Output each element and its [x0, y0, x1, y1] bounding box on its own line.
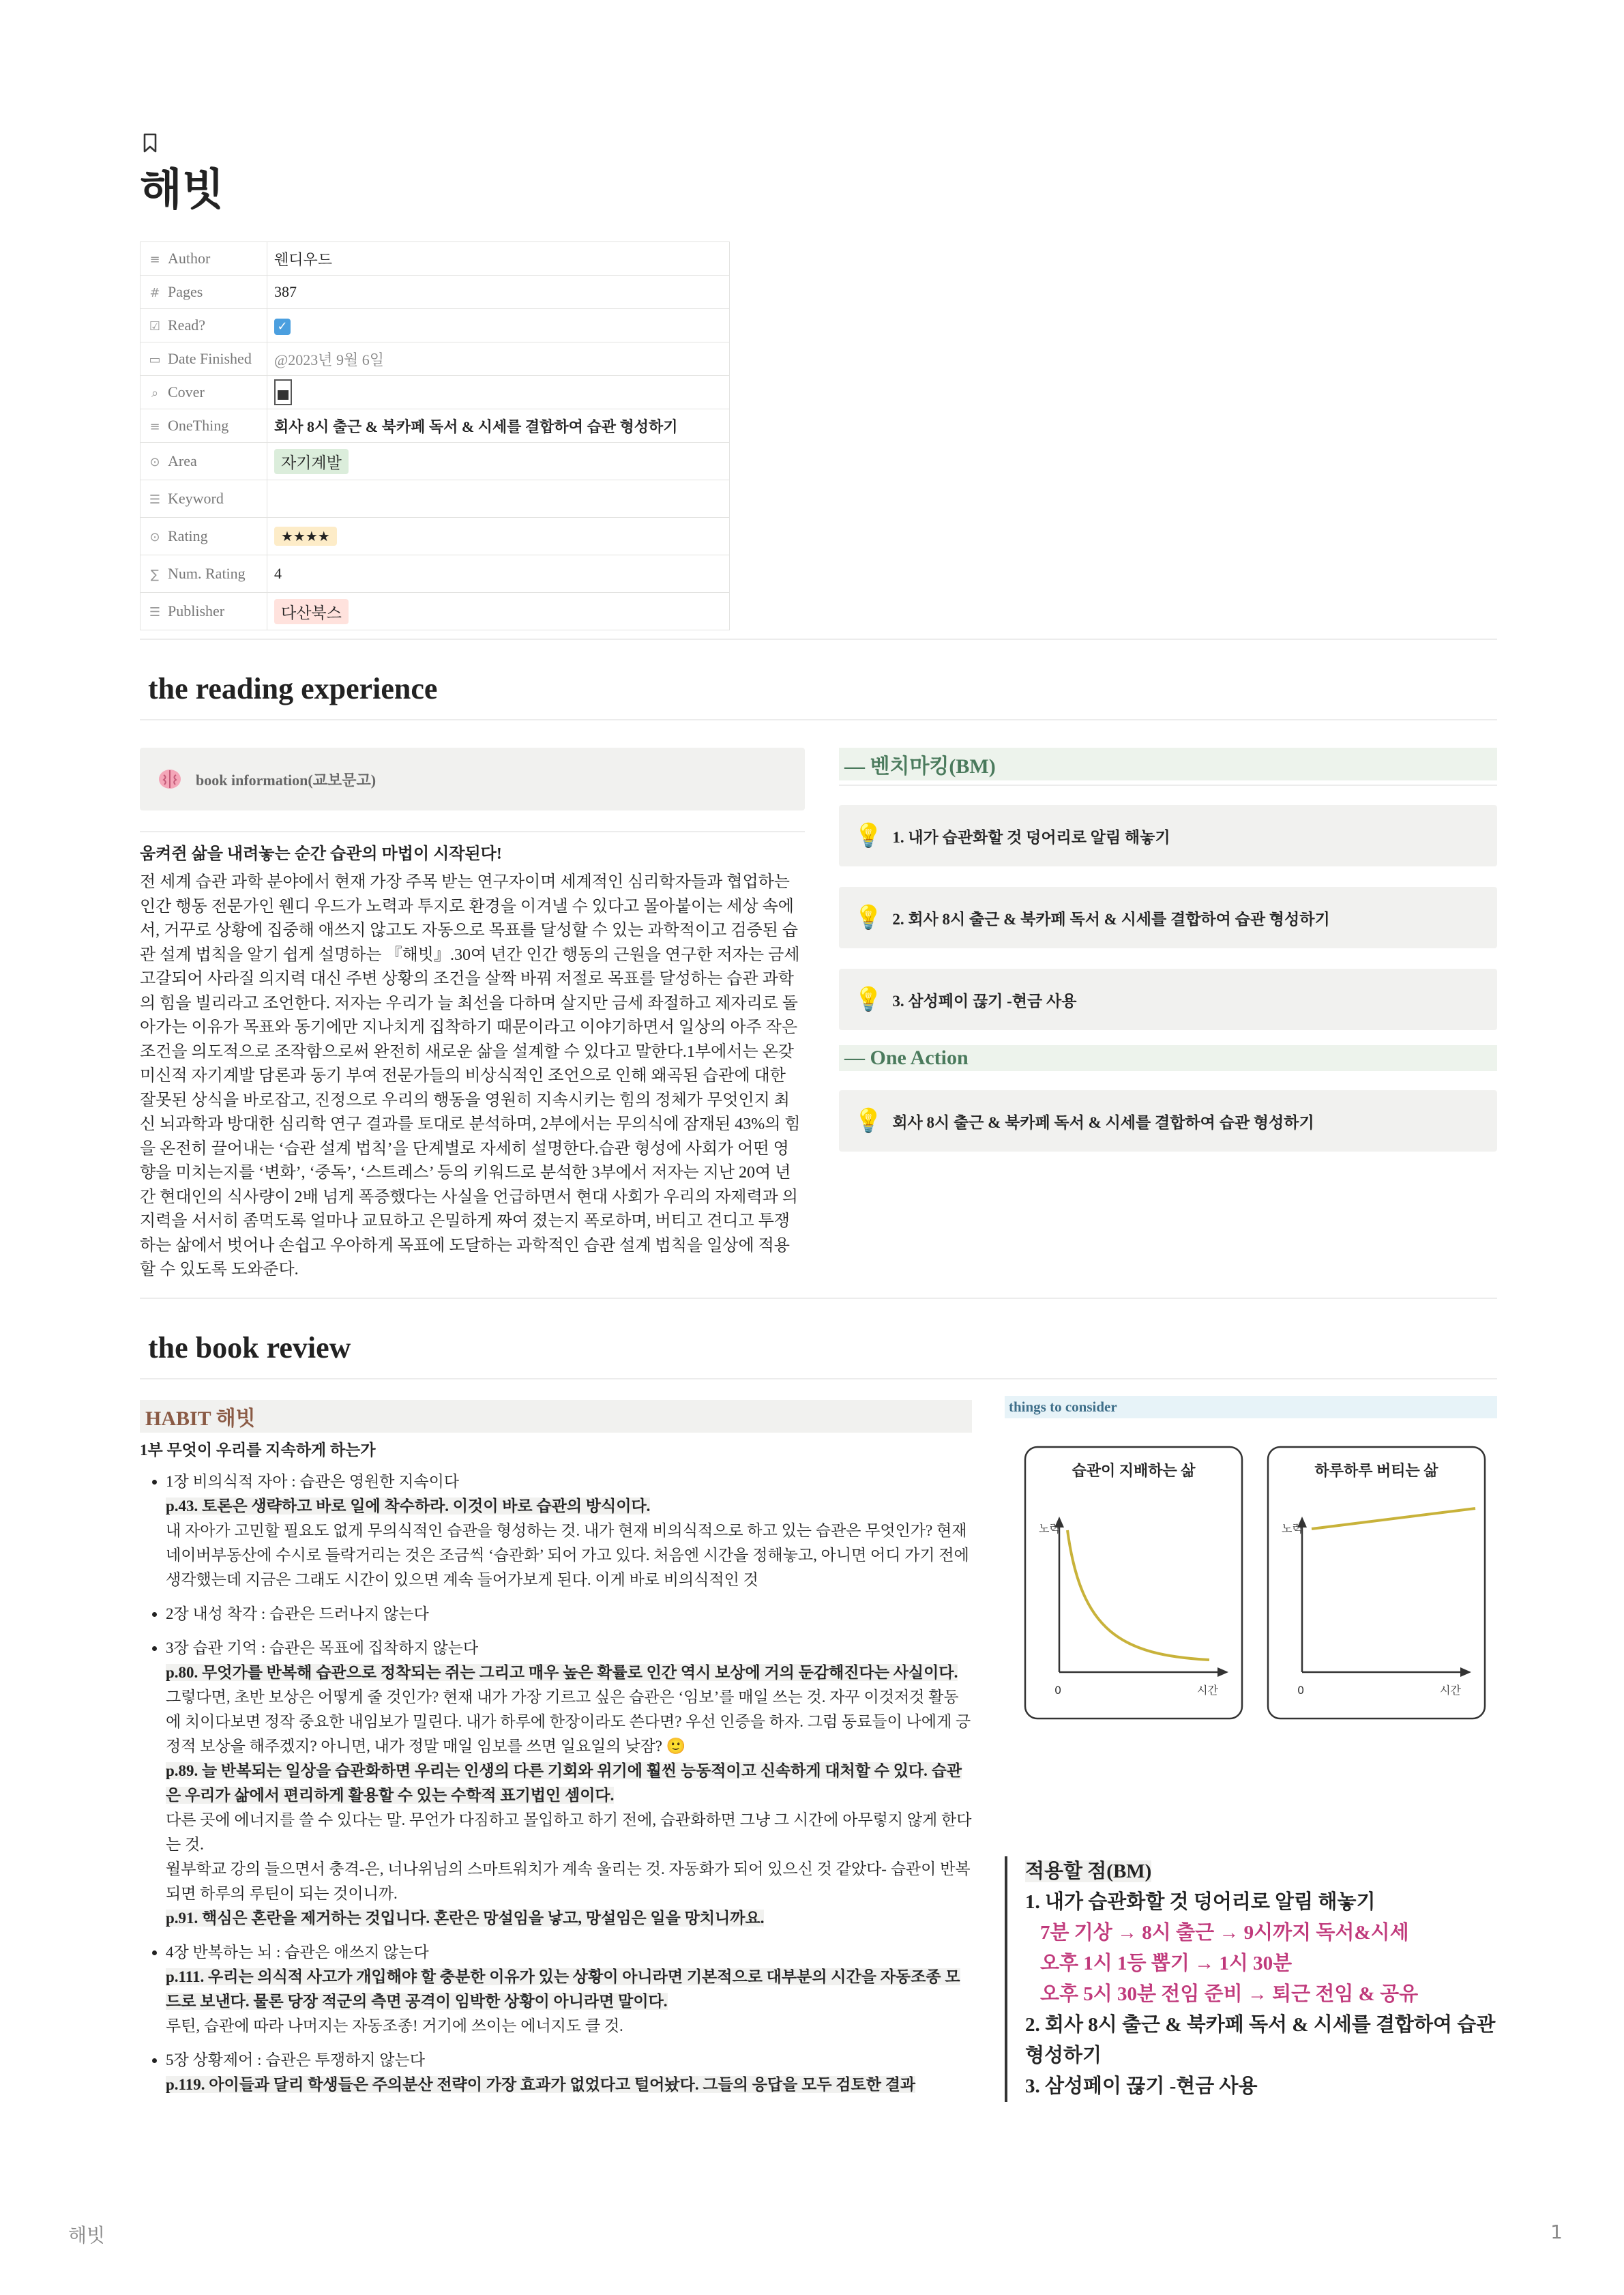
property-read[interactable]: ☑ Read? ✓	[141, 309, 730, 342]
property-cover[interactable]: ⌕ Cover	[141, 376, 730, 409]
text-lines-icon: ≡	[149, 420, 160, 435]
review-left-column	[140, 1393, 972, 2107]
bookmark-icon	[143, 133, 158, 154]
publisher-tag[interactable]: 다산북스	[274, 599, 349, 624]
benchmark-callout-2[interactable]	[839, 887, 1497, 948]
intro-line: 의 힘을 빌리라고 조언한다. 저자는 우리가 늘 최선을 다하며 살지만 금세 좌절하고 제자리로 돌	[140, 994, 798, 1012]
benchmark-text: 2. 회사 8시 출근 & 북카페 독서 & 시세를 결합하여 습관 형성하기	[892, 910, 1330, 928]
intro-line: 전 세계 습관 과학 분야에서 현재 가장 주목 받는 연구자이며 세계적인 심리학자들과 협업하는	[140, 873, 790, 892]
apply-pink-2: 오후 1시 1등 뽑기 → 1시 30분	[1040, 1952, 1293, 1974]
book-cover-thumbnail[interactable]	[274, 379, 292, 405]
chapter-item	[166, 1470, 972, 1592]
keyword-value[interactable]	[267, 480, 730, 518]
lightbulb-icon: 💡	[854, 822, 883, 850]
intro-line: 관 설계 법칙을 알기 쉽게 설명하는 『해빗』.30여 년간 인간 행동의 근원을 연구한 저자는 금세	[140, 946, 800, 964]
intro-line: 향을 미치는지를 ‘변화’, ‘중독’, ‘스트레스’ 등의 키워드로 분석한 3부에서 저자는 지난 20여 년	[140, 1164, 791, 1182]
brain-icon	[156, 765, 183, 793]
quote-line	[166, 2073, 972, 2097]
pages-value[interactable]: 387	[267, 276, 730, 309]
intro-line: 인간 행동 전문가인 웬디 우드가 노력과 투지로 환경을 이겨낼 수 있다고 몰아붙이는 세상 속에	[140, 897, 794, 916]
section-heading-review: the book review	[148, 1330, 351, 1364]
highlighted-quote: p.43. 토론은 생략하고 바로 일에 착수하라. 이것이 바로 습관의 방식이다.	[166, 1497, 651, 1515]
divider	[140, 639, 1497, 640]
benchmark-callout-1[interactable]	[839, 805, 1497, 866]
chapter-title: • 2장 내성 착각 : 습관은 드러나지 않는다	[166, 1605, 429, 1622]
text-lines-icon: ≡	[149, 252, 160, 267]
divider	[140, 719, 1497, 720]
lightbulb-icon: 💡	[854, 904, 883, 932]
one-action-heading: — One Action	[839, 1045, 1497, 1071]
property-publisher[interactable]: ☰ Publisher 다산북스	[141, 593, 730, 630]
benchmark-text: 1. 내가 습관화할 것 덩어리로 알림 해놓기	[892, 828, 1170, 846]
chapter-title: • 3장 습관 기억 : 습관은 목표에 집착하지 않는다	[166, 1639, 479, 1656]
chapter-item	[166, 1636, 972, 1931]
benchmark-text: 3. 삼성페이 끊기 -현금 사용	[892, 992, 1077, 1010]
intro-line: 잘못된 상식을 바로잡고, 진정으로 우리의 행동을 영원히 지속시키는 힘의 정체가 무엇인지 최	[140, 1091, 790, 1109]
things-to-consider-label: things to consider	[1005, 1396, 1497, 1418]
page-title: 해빗	[140, 166, 224, 214]
hash-icon: #	[149, 286, 160, 301]
right-chart-frame	[1268, 1447, 1485, 1719]
highlighted-quote: p.89. 늘 반복되는 일상을 습관화하면 우리는 인생의 다른 기회와 위기에 훨씬 능동적이고 신속하게 대처할 수 있다. 습관은 우리가 삶에서 편리하게 활용할 수 있는 수학적 표기법인 셈이다.	[166, 1762, 962, 1804]
left-x-label: 시간	[1197, 1683, 1218, 1697]
highlighted-quote: p.119. 아이들과 달리 학생들은 주의분산 전략이 가장 효과가 없었다고 털어놨다. 그들의 응답을 모두 검토한 결과	[166, 2075, 916, 2093]
right-chart-title: 하루하루 버티는 삶	[1314, 1461, 1438, 1479]
property-onething[interactable]: ≡ OneThing 회사 8시 출근 & 북카페 독서 & 시세를 결합하여 습관 형성하기	[141, 409, 730, 443]
paperclip-icon: ⌕	[151, 386, 159, 401]
list-icon: ☰	[149, 493, 161, 508]
highlighted-quote: p.111. 우리는 의식적 사고가 개입해야 할 충분한 이유가 있는 상황이 아니라면 기본적으로 대부분의 시간을 자동조종 모드로 보낸다. 물론 당장 적군의 측면 공격이 임박한 상황이 아니라면 말이다.	[166, 1968, 960, 2010]
property-num-rating[interactable]: ∑ Num. Rating 4	[141, 555, 730, 593]
intro-line: 지력을 서서히 좀먹도록 얼마나 교묘하고 은밀하게 짜여 졌는지 폭로하며, 버티고 견디고 투쟁	[140, 1212, 790, 1231]
chapter-item	[166, 1940, 972, 2038]
left-chart-title: 습관이 지배하는 삶	[1072, 1461, 1196, 1479]
apply-item-2: 2. 회사 8시 출근 & 북카페 독서 & 시세를 결합하여 습관 형성하기	[1025, 2013, 1496, 2066]
quote-line	[166, 1906, 972, 1931]
property-date-finished[interactable]: ▭ Date Finished @2023년 9월 6일	[141, 342, 730, 376]
apply-item-1: 1. 내가 습관화할 것 덩어리로 알림 해놓기	[1025, 1890, 1376, 1913]
apply-title: 적용할 점(BM)	[1025, 1860, 1152, 1882]
select-icon: ⊙	[149, 530, 160, 545]
habit-heading: HABIT 해빗	[140, 1400, 972, 1433]
note-text: 다른 곳에 에너지를 쓸 수 있다는 말. 무언가 다짐하고 몰입하고 하기 전에, 습관화하면 그냥 그 시간에 아무렇지 않게 한다는 것.	[166, 1811, 972, 1853]
chapter-title: • 5장 상황제어 : 습관은 투쟁하지 않는다	[166, 2051, 425, 2069]
read-checkbox[interactable]: ✓	[274, 319, 291, 335]
author-value[interactable]: 웬디우드	[267, 242, 730, 276]
intro-line: 미신적 자기계발 담론과 동기 부여 전문가들의 비상식적인 조언으로 인해 왜곡된 습관에 대한	[140, 1067, 786, 1085]
calendar-icon: ▭	[149, 353, 161, 368]
num-rating-value[interactable]: 4	[267, 555, 730, 593]
divider	[140, 1378, 1497, 1379]
chapter-list	[140, 1470, 972, 2097]
checkbox-icon: ☑	[149, 319, 161, 334]
intro-line: 아가는 이유가 목표와 동기에만 지나치게 집착하기 때문이라고 이야기하면서 일상의 아주 작은	[140, 1019, 798, 1037]
intro-line: 간 현대인의 식사량이 2배 넘게 폭증했다는 사실을 언급하면서 현대 사회가 우리의 자제력과 의	[140, 1188, 798, 1206]
benchmark-callout-3[interactable]	[839, 969, 1497, 1030]
quote-line	[166, 1965, 972, 2014]
chapter-item	[166, 2048, 972, 2097]
lightbulb-icon: 💡	[854, 986, 883, 1014]
left-origin-label: 0	[1054, 1683, 1062, 1697]
divider	[140, 1298, 1497, 1299]
book-info-callout[interactable]	[140, 748, 805, 810]
note-text: 그렇다면, 초반 보상은 어떻게 줄 것인가? 현재 내가 가장 기르고 싶은 습관은 ‘임보’를 매일 쓰는 것. 자꾸 이것저것 활동에 치이다보면 정작 중요한 내임보가 밀린다. 내가 하루에 한장이라도 쓴다면? 우선 인증을 하자. 그럼 동료들이 나에게 긍정적 보상을 해주겠지? 아니면, 내가 정말 매일 임보를 쓰면 일요일의 낮잠? 🙂	[166, 1688, 971, 1755]
page	[140, 133, 1497, 2107]
right-origin-label: 0	[1297, 1683, 1305, 1697]
one-action-callout[interactable]	[839, 1090, 1497, 1152]
intro-line: 고갈되어 사라질 의지력 대신 주변 상황의 조건을 살짝 바꿔 저절로 목표를 달성하는 습관 과학	[140, 970, 794, 989]
quote-line	[166, 1494, 972, 1519]
intro-heading: 움켜쥔 삶을 내려놓는 순간 습관의 마법이 시작된다!	[140, 845, 502, 864]
property-author[interactable]: ≡ Author 웬디우드	[141, 242, 730, 276]
property-pages[interactable]: # Pages 387	[141, 276, 730, 309]
highlighted-quote: p.91. 핵심은 혼란을 제거하는 것입니다. 혼란은 망설임을 낳고, 망설임은 일을 망치니까요.	[166, 1909, 765, 1927]
intro-line: 신 뇌과학과 방대한 심리학 연구 결과를 토대로 분석하며, 2부에서는 무의식에 잠재된 43%의 힘	[140, 1115, 801, 1134]
intro-line: 할 수 있도록 도와준다.	[140, 1261, 299, 1279]
section-heading-reading: the reading experience	[148, 672, 438, 706]
lightbulb-icon: 💡	[854, 1107, 883, 1135]
property-keyword[interactable]: ☰ Keyword	[141, 480, 730, 518]
footer-title: 해빗	[68, 2224, 106, 2247]
reading-right-column	[839, 748, 1497, 1283]
quote-line	[166, 1759, 972, 1808]
property-rating[interactable]: ⊙ Rating ★★★★	[141, 518, 730, 555]
chapter-title: • 1장 비의식적 자아 : 습관은 영원한 지속이다	[166, 1472, 460, 1490]
left-chart-frame	[1025, 1447, 1242, 1719]
effort-time-illustration	[1005, 1440, 1497, 1740]
note-text: 루틴, 습관에 따라 나머지는 자동조종! 거기에 쓰이는 에너지도 클 것.	[166, 2017, 623, 2034]
apply-item-3: 3. 삼성페이 끊기 -현금 사용	[1025, 2075, 1258, 2097]
intro-line: 조건을 의도적으로 조작함으로써 완전히 새로운 삶을 설계할 수 있다고 말한다.1부에서는 온갖	[140, 1042, 794, 1061]
onething-value[interactable]: 회사 8시 출근 & 북카페 독서 & 시세를 결합하여 습관 형성하기	[267, 409, 730, 443]
reading-left-column	[140, 748, 805, 1283]
divider	[140, 831, 805, 832]
left-y-label: 노력	[1039, 1521, 1060, 1535]
chapter-item	[166, 1602, 972, 1626]
highlighted-quote: p.80. 무엇가를 반복해 습관으로 정착되는 쥐는 그리고 매우 높은 확률로 인간 역시 보상에 거의 둔감해진다는 사실이다.	[166, 1663, 958, 1681]
sigma-icon: ∑	[150, 568, 160, 583]
one-action-text: 회사 8시 출근 & 북카페 독서 & 시세를 결합하여 습관 형성하기	[892, 1113, 1314, 1131]
area-tag[interactable]: 자기계발	[274, 449, 349, 474]
apply-pink-3: 오후 5시 30분 전임 준비 → 퇴근 전임 & 공유	[1040, 1983, 1419, 2005]
book-info-label: book information(교보문고)	[196, 771, 377, 789]
intro-line: 서, 거꾸로 상황에 집중해 애쓰지 않고도 자동으로 목표를 달성할 수 있는 과학적이고 검증된 습	[140, 922, 798, 940]
benchmark-heading: — 벤치마킹(BM)	[839, 748, 1497, 780]
apply-quote	[1005, 1856, 1497, 2102]
note-text: 월부학교 강의 들으면서 충격-은, 너나위님의 스마트워치가 계속 울리는 것. 자동화가 되어 있으신 것 같았다- 습관이 반복되면 하루의 루틴이 되는 것이니까.	[166, 1860, 971, 1902]
intro-line: 을 온전히 끌어내는 ‘습관 설계 법칙’을 단계별로 자세히 설명한다.습관 형성에 사회가 어떤 영	[140, 1139, 789, 1158]
intro-paragraph	[140, 871, 805, 1283]
chapter-title: • 4장 반복하는 뇌 : 습관은 애쓰지 않는다	[166, 1943, 429, 1961]
right-y-label: 노력	[1282, 1521, 1303, 1535]
intro-line: 하는 삶에서 벗어나 손쉽고 우아하게 목표에 도달하는 과학적인 습관 설계 법칙을 일상에 적용	[140, 1236, 790, 1255]
part-heading: 1부 무엇이 우리를 지속하게 하는가	[140, 1441, 376, 1459]
quote-line	[166, 1661, 972, 1685]
right-x-label: 시간	[1440, 1683, 1461, 1697]
divider	[839, 785, 1497, 786]
note-text: 내 자아가 고민할 필요도 없게 무의식적인 습관을 형성하는 것. 내가 현재 비의식적으로 하고 있는 습관은 무엇인가? 현재 네이버부동산에 수시로 들락거리는 것은 조금씩 ‘습관화’ 되어 가고 있다. 처음엔 시간을 정해놓고, 아니면 어디 가기 전에 생각했는데 지금은 그래도 시간이 있으면 계속 들어가보게 된다. 이게 바로 비의식적인 것	[166, 1521, 969, 1588]
list-icon: ☰	[149, 605, 161, 620]
property-area[interactable]: ⊙ Area 자기계발	[141, 443, 730, 480]
rating-tag[interactable]: ★★★★	[274, 527, 337, 546]
review-right-column	[1005, 1393, 1497, 2107]
footer-page-number: 1	[1550, 2221, 1563, 2243]
date-finished-value[interactable]: @2023년 9월 6일	[267, 342, 730, 376]
properties-table	[140, 242, 730, 630]
apply-pink-1: 7분 기상 → 8시 출근 → 9시까지 독서&시세	[1040, 1921, 1409, 1944]
select-icon: ⊙	[149, 455, 160, 470]
